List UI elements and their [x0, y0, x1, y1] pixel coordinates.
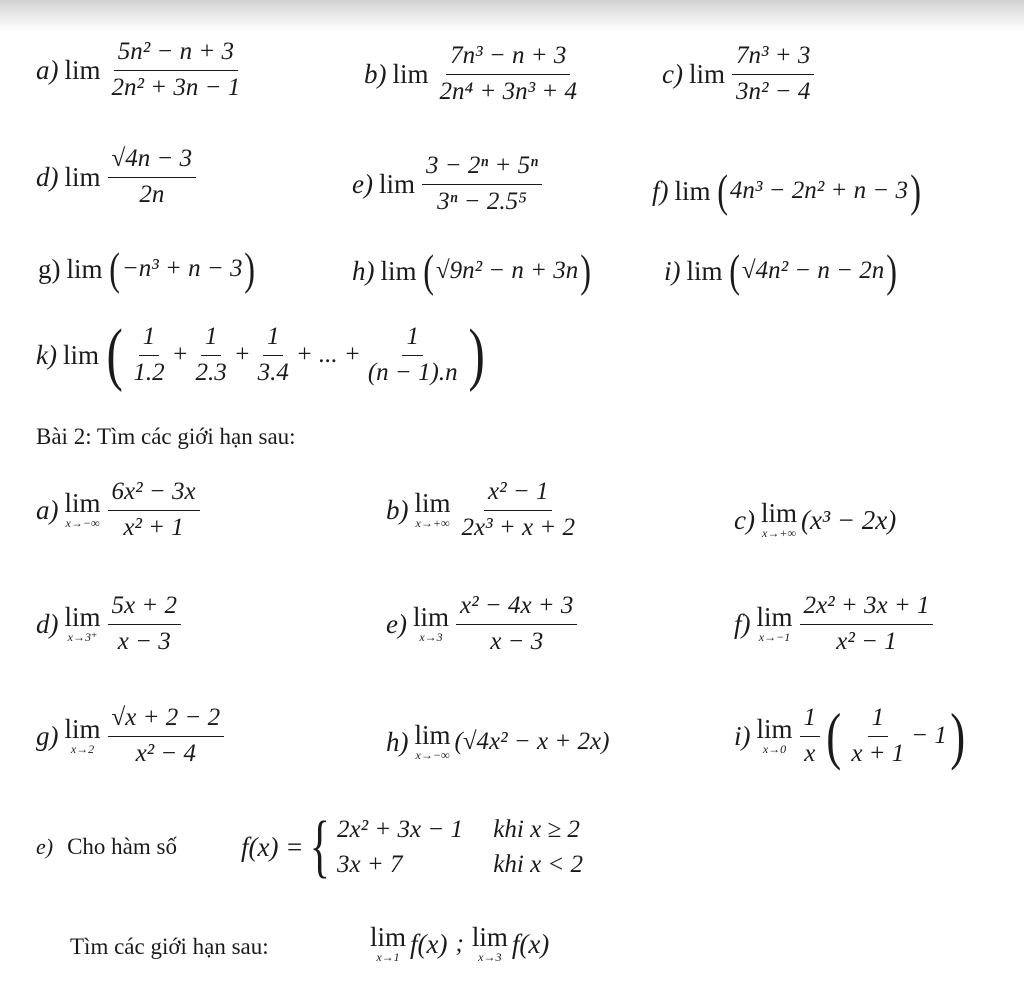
ex1-k [36, 316, 488, 393]
lim-word: lim [471, 922, 508, 952]
ex1-i [664, 245, 900, 296]
denominator: 2.3 [195, 358, 227, 386]
expression: 4n³ − 2n² + n − 3 [729, 177, 908, 204]
item-label: k) [36, 339, 57, 370]
ex2-d [36, 592, 184, 657]
case-row [337, 847, 583, 882]
lim-word: lim [64, 714, 101, 745]
paren-right: ) [244, 243, 256, 294]
lim-subscript: x→2 [70, 742, 95, 757]
case-expression: 2x² + 3x − 1 [337, 816, 463, 843]
lim-word: lim [64, 488, 101, 519]
numerator: √x + 2 − 2 [108, 704, 225, 737]
case-row [337, 812, 583, 847]
paren-left: ( [716, 165, 728, 216]
paren-left: ( [422, 245, 434, 296]
fraction [422, 152, 542, 217]
fraction [108, 38, 245, 103]
lim-subscript: x→−1 [758, 630, 791, 645]
item-label: b) [364, 58, 387, 89]
piecewise-cases [337, 812, 583, 882]
lim-with-sub [65, 604, 101, 644]
item-label: g) [38, 253, 61, 284]
ex2-f [734, 592, 936, 657]
fraction [364, 323, 462, 388]
item-label: f) [652, 175, 669, 206]
lim-subscript: x→0 [762, 742, 787, 757]
function-call: f(x) [410, 928, 448, 959]
intro-text: Cho hàm số [67, 834, 177, 859]
fraction [108, 704, 225, 769]
fraction [732, 42, 814, 107]
fraction [458, 478, 579, 543]
plus-sign: + [233, 341, 251, 368]
paren-left: ( [826, 700, 842, 772]
numerator: 1 [800, 704, 821, 737]
fraction [800, 592, 934, 657]
paren-right: ) [468, 316, 485, 393]
separator: ; [455, 930, 464, 958]
item-label: a) [36, 54, 59, 85]
lim-with-sub [757, 604, 793, 644]
case-expression: 3x + 7 [337, 851, 403, 878]
item-label: a) [36, 494, 59, 525]
lim-word: lim [64, 161, 101, 192]
lim-word: lim [760, 498, 797, 528]
denominator: 2n² + 3n − 1 [111, 73, 241, 101]
item-label: i) [734, 720, 751, 751]
item-label: e) [386, 608, 407, 639]
item-label: f) [734, 608, 751, 639]
numerator: 1 [139, 323, 160, 356]
ex2-e [386, 592, 580, 657]
numerator: 3 − 2ⁿ + 5ⁿ [422, 152, 542, 185]
numerator: 2x² + 3x + 1 [800, 592, 934, 625]
denominator: x [804, 739, 816, 767]
paren-left: ( [728, 245, 740, 296]
item-label: h) [352, 255, 375, 286]
fraction [847, 704, 908, 769]
numerator: x² − 4x + 3 [456, 592, 577, 625]
lim-word: lim [412, 602, 449, 633]
ex1-g [38, 243, 258, 294]
item-label: d) [36, 608, 59, 639]
fraction [108, 592, 181, 657]
ex2-g [36, 704, 227, 769]
lim-subscript: x→1 [376, 950, 400, 964]
numerator: √4n − 3 [108, 145, 197, 178]
item-label: e) [352, 168, 373, 199]
item-label: c) [662, 58, 683, 89]
item-label: g) [36, 720, 59, 751]
numerator: 7n³ + 3 [732, 42, 814, 75]
numerator: 1 [402, 323, 423, 356]
lim-word: lim [380, 255, 417, 286]
denominator: x − 3 [117, 627, 171, 655]
lim-subscript: x→3 [478, 950, 502, 964]
denominator: 2x³ + x + 2 [461, 513, 575, 541]
lim-word: lim [674, 175, 711, 206]
expression: √9n² − n + 3n [435, 257, 579, 284]
numerator: 5x + 2 [108, 592, 181, 625]
fraction [800, 704, 821, 769]
section-heading: Bài 2: Tìm các giới hạn sau: [36, 424, 296, 449]
lim-word: lim [64, 602, 101, 633]
fraction [436, 42, 581, 107]
lim-subscript: x→3 [419, 630, 443, 645]
lim-with-sub [757, 716, 793, 756]
lim-word: lim [392, 58, 429, 89]
paren-right: ) [580, 245, 592, 296]
expression: √4n² − n − 2n [741, 257, 885, 284]
expression: (√4x² − x + 2x) [454, 728, 610, 756]
numerator: 1 [201, 323, 222, 356]
ex2-b [386, 478, 582, 543]
denominator: x² − 4 [135, 739, 197, 767]
lim-word: lim [756, 602, 793, 633]
ellipsis: + ... + [295, 341, 361, 368]
lim-word: lim [756, 714, 793, 745]
denominator: 2n [139, 180, 165, 208]
ex2-h [386, 722, 609, 762]
numerator: 6x² − 3x [108, 478, 200, 511]
ex2-a [36, 478, 203, 543]
lim-subscript: x→−∞ [415, 748, 450, 762]
lim-with-sub [370, 924, 406, 964]
denominator: x² − 1 [836, 627, 897, 655]
lim-subscript: x→−∞ [65, 516, 100, 531]
denominator: 3n² − 4 [736, 77, 811, 105]
lim-word: lim [64, 54, 101, 85]
fraction [108, 478, 200, 543]
item-label: d) [36, 161, 59, 192]
lim-word: lim [378, 168, 415, 199]
expression: − 1 [911, 722, 947, 750]
paren-right: ) [886, 245, 898, 296]
lim-with-sub [761, 500, 797, 540]
paren-right: ) [950, 700, 966, 772]
ex3-limits [370, 924, 549, 964]
denominator: 3.4 [257, 358, 289, 386]
plus-sign: + [171, 341, 189, 368]
item-label: h) [386, 726, 409, 757]
paren-right: ) [910, 165, 921, 216]
fraction [254, 323, 293, 388]
denominator: 1.2 [133, 358, 165, 386]
fraction [191, 323, 230, 388]
numerator: 7n³ − n + 3 [446, 42, 570, 75]
denominator: 3ⁿ − 2.5⁵ [437, 187, 527, 215]
lim-word: lim [414, 720, 451, 750]
case-condition: khi x ≥ 2 [493, 816, 580, 843]
numerator: 5n² − n + 3 [114, 38, 238, 71]
paren-left: ( [106, 316, 123, 393]
numerator: x² − 1 [484, 478, 552, 511]
item-label: i) [664, 255, 681, 286]
expression: (x³ − 2x) [801, 504, 897, 535]
fraction [129, 323, 168, 388]
ex1-b [364, 42, 584, 107]
function-name: f(x) = [240, 831, 304, 862]
lim-with-sub [415, 722, 451, 762]
paren-left: ( [108, 243, 120, 294]
item-label: c) [734, 504, 755, 535]
curly-brace: { [310, 808, 331, 885]
fraction [456, 592, 577, 657]
ex2-c [734, 500, 896, 540]
lim-word: lim [686, 255, 723, 286]
expression: −n³ + n − 3 [121, 255, 243, 282]
case-condition: khi x < 2 [493, 851, 584, 878]
ex1-d [36, 145, 199, 210]
lim-word: lim [414, 488, 451, 519]
lim-word: lim [688, 58, 725, 89]
numerator: 1 [868, 704, 889, 737]
ex1-f [652, 165, 923, 216]
lim-subscript: x→+∞ [415, 516, 450, 531]
denominator: x + 1 [851, 739, 905, 767]
lim-subscript: x→3⁺ [67, 630, 98, 645]
ex1-a [36, 38, 247, 103]
top-shadow-band [0, 0, 1024, 32]
lim-with-sub [65, 490, 101, 530]
function-call: f(x) [511, 928, 550, 959]
ex2-i [734, 700, 968, 772]
denominator: (n − 1).n [367, 358, 458, 386]
denominator: x² + 1 [123, 513, 184, 541]
ex1-h [352, 245, 594, 296]
ask-text: Tìm các giới hạn sau: [70, 934, 269, 959]
ex3-statement [36, 808, 584, 885]
fraction [108, 145, 197, 210]
item-label: b) [386, 494, 409, 525]
item-label: e) [36, 834, 54, 859]
lim-subscript: x→+∞ [762, 526, 796, 540]
denominator: 2n⁴ + 3n³ + 4 [439, 77, 577, 105]
ex1-c [662, 42, 817, 107]
lim-word: lim [62, 339, 99, 370]
ex1-e [352, 152, 545, 217]
lim-with-sub [415, 490, 451, 530]
lim-word: lim [370, 922, 407, 952]
lim-with-sub [413, 604, 449, 644]
lim-with-sub [65, 716, 101, 756]
numerator: 1 [263, 323, 284, 356]
lim-word: lim [66, 253, 103, 284]
denominator: x − 3 [490, 627, 544, 655]
lim-with-sub [472, 924, 508, 964]
